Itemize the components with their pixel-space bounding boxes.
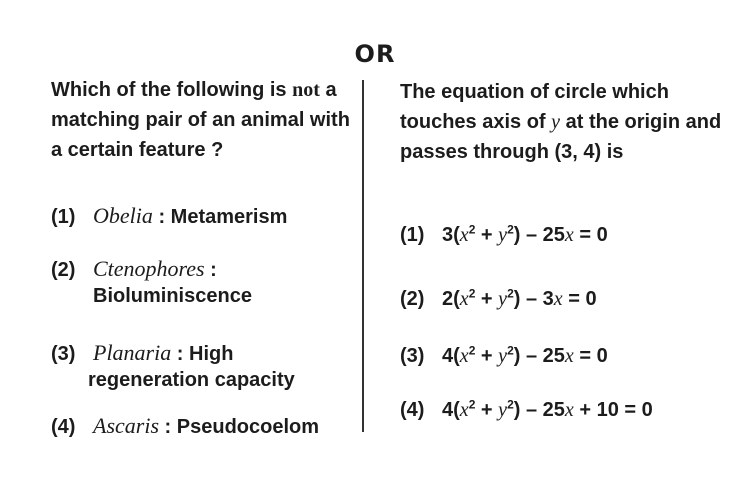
left-option-3: (3) Planaria : High regeneration capacity [51, 340, 295, 391]
left-option-4: (4) Ascaris : Pseudocoelom [51, 413, 320, 438]
right-option-4: (4) $4(x^2 + y^2) - 25x + 10 = 0$ [400, 397, 653, 421]
or-separator: OR [354, 40, 396, 68]
right-option-2: (2) $2(x^2 + y^2) - 3x = 0$ [400, 286, 597, 310]
left-option-1: (1) Obelia : Metamerism [51, 203, 288, 228]
right-option-1: (1) $3(x^2 + y^2) - 25x = 0$ [400, 222, 608, 246]
column-divider [362, 80, 364, 432]
right-option-3: (3) $4(x^2 + y^2) - 25x = 0$ [400, 343, 608, 367]
left-question-text: Which of the following is not a matching pair of an animal with a certain feature ? [51, 79, 350, 161]
right-question-text: The equation of circle which touches axis of y at the origin and passes through (3, 4) is [400, 81, 722, 163]
left-option-2: (2) Ctenophores : Bioluminiscence [51, 256, 252, 307]
